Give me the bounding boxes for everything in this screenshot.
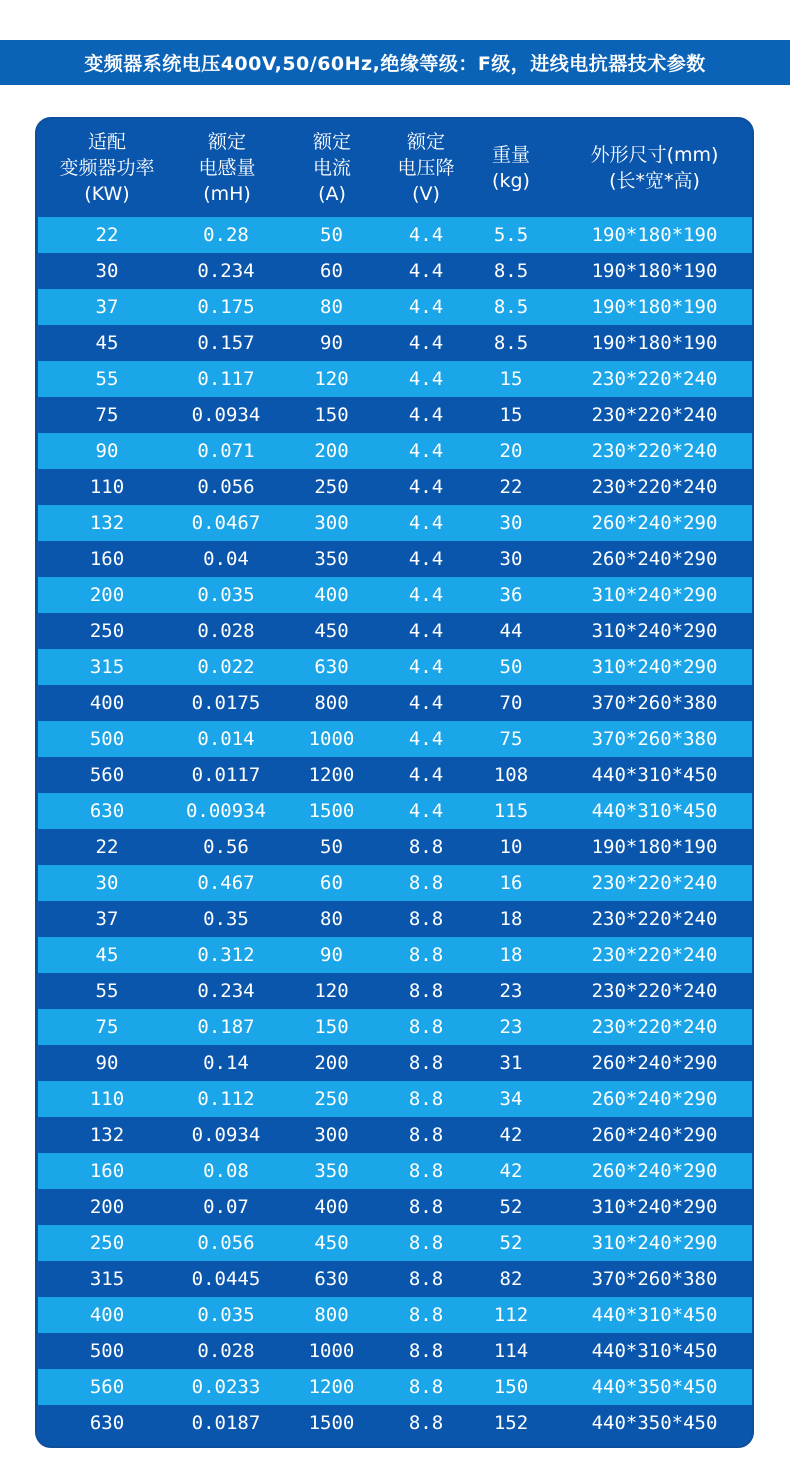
header-line: (mH) xyxy=(203,183,251,205)
cell-weight: 50 xyxy=(499,656,523,678)
cell-weight: 82 xyxy=(499,1268,523,1290)
cell-inductance: 0.04 xyxy=(203,548,249,570)
cell-power: 37 xyxy=(95,908,119,930)
table-row xyxy=(38,1405,752,1441)
cell-weight: 23 xyxy=(499,980,523,1002)
cell-power: 90 xyxy=(95,440,119,462)
cell-inductance: 0.56 xyxy=(203,836,249,858)
cell-inductance: 0.0934 xyxy=(191,404,261,426)
table-row xyxy=(38,793,752,829)
cell-current: 60 xyxy=(320,872,343,894)
cell-weight: 18 xyxy=(499,944,523,966)
cell-power: 37 xyxy=(95,296,119,318)
cell-dimensions: 310*240*290 xyxy=(591,1232,718,1254)
cell-inductance: 0.07 xyxy=(203,1196,249,1218)
cell-current: 800 xyxy=(314,1304,349,1326)
cell-dimensions: 230*220*240 xyxy=(591,440,718,462)
cell-dimensions: 440*350*450 xyxy=(591,1412,718,1434)
header-power xyxy=(37,119,177,217)
cell-inductance: 0.467 xyxy=(197,872,255,894)
cell-dimensions: 230*220*240 xyxy=(591,1016,718,1038)
cell-voltage-drop: 4.4 xyxy=(408,224,444,246)
cell-voltage-drop: 4.4 xyxy=(408,620,444,642)
cell-dimensions: 230*220*240 xyxy=(591,980,718,1002)
cell-voltage-drop: 8.8 xyxy=(408,836,444,858)
cell-inductance: 0.071 xyxy=(197,440,255,462)
cell-power: 315 xyxy=(89,656,125,678)
cell-voltage-drop: 4.4 xyxy=(408,584,444,606)
page-title: 变频器系统电压400V,50/60Hz,绝缘等级：F级，进线电抗器技术参数 xyxy=(0,40,790,85)
cell-dimensions: 310*240*290 xyxy=(591,620,718,642)
cell-dimensions: 230*220*240 xyxy=(591,944,718,966)
cell-current: 350 xyxy=(314,1160,349,1182)
cell-power: 400 xyxy=(89,692,125,714)
cell-inductance: 0.175 xyxy=(197,296,255,318)
cell-voltage-drop: 4.4 xyxy=(408,800,444,822)
cell-weight: 150 xyxy=(493,1376,529,1398)
table-row xyxy=(38,901,752,937)
cell-dimensions: 260*240*290 xyxy=(591,512,718,534)
header-inductance xyxy=(177,119,277,217)
cell-power: 560 xyxy=(89,764,125,786)
table-row xyxy=(38,613,752,649)
table-row xyxy=(38,649,752,685)
cell-weight: 8.5 xyxy=(493,296,529,318)
cell-dimensions: 440*310*450 xyxy=(591,1304,718,1326)
header-line: (kg) xyxy=(492,170,530,192)
header-line: 适配 xyxy=(87,131,126,153)
header-line: 电感量 xyxy=(198,157,256,179)
table-row xyxy=(38,1009,752,1045)
cell-inductance: 0.117 xyxy=(197,368,255,390)
cell-inductance: 0.28 xyxy=(203,224,249,246)
cell-inductance: 0.35 xyxy=(203,908,249,930)
header-line: (长*宽*高) xyxy=(609,170,700,192)
cell-weight: 42 xyxy=(499,1160,523,1182)
cell-current: 250 xyxy=(314,476,349,498)
header-line: 电压降 xyxy=(397,157,455,179)
cell-weight: 44 xyxy=(499,620,523,642)
cell-voltage-drop: 4.4 xyxy=(408,404,444,426)
cell-dimensions: 190*180*190 xyxy=(591,836,718,858)
cell-power: 160 xyxy=(89,548,125,570)
header-line: 额定 xyxy=(312,131,351,153)
cell-voltage-drop: 4.4 xyxy=(408,764,444,786)
cell-power: 630 xyxy=(89,800,125,822)
cell-dimensions: 230*220*240 xyxy=(591,476,718,498)
cell-voltage-drop: 4.4 xyxy=(408,440,444,462)
cell-current: 450 xyxy=(314,1232,349,1254)
cell-voltage-drop: 8.8 xyxy=(408,1088,444,1110)
cell-dimensions: 370*260*380 xyxy=(591,728,718,750)
cell-inductance: 0.0233 xyxy=(191,1376,261,1398)
table-row xyxy=(38,1297,752,1333)
header-current xyxy=(277,119,387,217)
cell-weight: 8.5 xyxy=(493,260,529,282)
cell-power: 630 xyxy=(89,1412,125,1434)
cell-dimensions: 230*220*240 xyxy=(591,404,718,426)
cell-current: 120 xyxy=(314,368,349,390)
cell-weight: 15 xyxy=(499,404,523,426)
table-row xyxy=(38,1153,752,1189)
cell-voltage-drop: 8.8 xyxy=(408,872,444,894)
cell-dimensions: 440*310*450 xyxy=(591,764,718,786)
cell-voltage-drop: 4.4 xyxy=(408,728,444,750)
cell-weight: 36 xyxy=(499,584,523,606)
cell-power: 45 xyxy=(95,944,119,966)
cell-current: 80 xyxy=(320,296,343,318)
cell-current: 400 xyxy=(314,1196,349,1218)
cell-dimensions: 440*310*450 xyxy=(591,800,718,822)
table-row xyxy=(38,721,752,757)
cell-voltage-drop: 8.8 xyxy=(408,1160,444,1182)
cell-current: 120 xyxy=(314,980,349,1002)
parameter-table xyxy=(35,117,754,1448)
cell-inductance: 0.028 xyxy=(197,1340,255,1362)
cell-power: 110 xyxy=(89,1088,125,1110)
cell-dimensions: 260*240*290 xyxy=(591,1052,718,1074)
cell-power: 110 xyxy=(89,476,125,498)
cell-dimensions: 260*240*290 xyxy=(591,1160,718,1182)
cell-inductance: 0.0467 xyxy=(191,512,261,534)
table-row xyxy=(38,1225,752,1261)
cell-weight: 23 xyxy=(499,1016,523,1038)
table-row xyxy=(38,1081,752,1117)
cell-current: 1200 xyxy=(308,764,355,786)
header-line: 电流 xyxy=(312,157,351,179)
cell-inductance: 0.0117 xyxy=(191,764,261,786)
cell-dimensions: 190*180*190 xyxy=(591,260,718,282)
cell-inductance: 0.056 xyxy=(197,1232,255,1254)
cell-weight: 52 xyxy=(499,1196,523,1218)
cell-weight: 115 xyxy=(493,800,529,822)
cell-inductance: 0.022 xyxy=(197,656,255,678)
cell-weight: 15 xyxy=(499,368,523,390)
cell-weight: 34 xyxy=(499,1088,523,1110)
cell-power: 132 xyxy=(89,1124,125,1146)
cell-voltage-drop: 4.4 xyxy=(408,296,444,318)
cell-current: 1000 xyxy=(308,1340,355,1362)
cell-inductance: 0.14 xyxy=(203,1052,249,1074)
cell-current: 200 xyxy=(314,440,349,462)
table-row xyxy=(38,505,752,541)
cell-inductance: 0.187 xyxy=(197,1016,255,1038)
cell-weight: 22 xyxy=(499,476,523,498)
header-line: 额定 xyxy=(406,131,445,153)
table-row xyxy=(38,577,752,613)
cell-dimensions: 190*180*190 xyxy=(591,332,718,354)
cell-power: 200 xyxy=(89,1196,125,1218)
cell-weight: 30 xyxy=(499,512,523,534)
cell-weight: 18 xyxy=(499,908,523,930)
cell-dimensions: 370*260*380 xyxy=(591,1268,718,1290)
cell-dimensions: 310*240*290 xyxy=(591,584,718,606)
cell-dimensions: 260*240*290 xyxy=(591,1124,718,1146)
cell-voltage-drop: 8.8 xyxy=(408,944,444,966)
cell-power: 75 xyxy=(95,1016,119,1038)
cell-current: 350 xyxy=(314,548,349,570)
cell-current: 1000 xyxy=(308,728,355,750)
cell-power: 55 xyxy=(95,368,119,390)
table-header xyxy=(37,119,752,217)
table-row xyxy=(38,973,752,1009)
table-row xyxy=(38,1117,752,1153)
cell-current: 90 xyxy=(320,332,343,354)
cell-power: 75 xyxy=(95,404,119,426)
cell-weight: 20 xyxy=(499,440,523,462)
cell-power: 250 xyxy=(89,1232,125,1254)
cell-dimensions: 260*240*290 xyxy=(591,548,718,570)
cell-current: 300 xyxy=(314,1124,349,1146)
cell-voltage-drop: 8.8 xyxy=(408,1304,444,1326)
cell-inductance: 0.0187 xyxy=(191,1412,261,1434)
table-row xyxy=(38,1189,752,1225)
cell-power: 22 xyxy=(95,224,119,246)
cell-weight: 108 xyxy=(493,764,529,786)
cell-voltage-drop: 8.8 xyxy=(408,980,444,1002)
cell-current: 150 xyxy=(314,1016,349,1038)
cell-dimensions: 440*310*450 xyxy=(591,1340,718,1362)
cell-current: 630 xyxy=(314,1268,349,1290)
table-row xyxy=(38,757,752,793)
table-row xyxy=(38,289,752,325)
cell-power: 30 xyxy=(95,872,119,894)
cell-weight: 16 xyxy=(499,872,523,894)
cell-voltage-drop: 8.8 xyxy=(408,1376,444,1398)
cell-inductance: 0.234 xyxy=(197,260,255,282)
cell-voltage-drop: 4.4 xyxy=(408,260,444,282)
cell-inductance: 0.014 xyxy=(197,728,255,750)
cell-power: 22 xyxy=(95,836,119,858)
cell-weight: 5.5 xyxy=(493,224,529,246)
cell-weight: 8.5 xyxy=(493,332,529,354)
cell-inductance: 0.035 xyxy=(197,584,255,606)
cell-weight: 30 xyxy=(499,548,523,570)
cell-voltage-drop: 8.8 xyxy=(408,1340,444,1362)
cell-dimensions: 310*240*290 xyxy=(591,1196,718,1218)
cell-current: 150 xyxy=(314,404,349,426)
cell-power: 560 xyxy=(89,1376,125,1398)
cell-current: 400 xyxy=(314,584,349,606)
cell-weight: 10 xyxy=(499,836,523,858)
table-row xyxy=(38,1369,752,1405)
cell-voltage-drop: 4.4 xyxy=(408,368,444,390)
cell-current: 1200 xyxy=(308,1376,355,1398)
cell-weight: 112 xyxy=(493,1304,529,1326)
table-row xyxy=(38,1261,752,1297)
table-row xyxy=(38,1045,752,1081)
cell-voltage-drop: 4.4 xyxy=(408,512,444,534)
cell-power: 30 xyxy=(95,260,119,282)
cell-dimensions: 230*220*240 xyxy=(591,908,718,930)
cell-dimensions: 190*180*190 xyxy=(591,296,718,318)
table-row xyxy=(38,217,752,253)
cell-power: 500 xyxy=(89,728,125,750)
cell-weight: 152 xyxy=(493,1412,529,1434)
header-voltage-drop xyxy=(387,119,465,217)
cell-power: 400 xyxy=(89,1304,125,1326)
header-line: (V) xyxy=(412,183,440,205)
cell-voltage-drop: 4.4 xyxy=(408,332,444,354)
cell-voltage-drop: 4.4 xyxy=(408,548,444,570)
cell-voltage-drop: 8.8 xyxy=(408,1016,444,1038)
cell-power: 315 xyxy=(89,1268,125,1290)
cell-inductance: 0.234 xyxy=(197,980,255,1002)
cell-inductance: 0.056 xyxy=(197,476,255,498)
cell-current: 80 xyxy=(320,908,343,930)
table-row xyxy=(38,361,752,397)
header-line: (KW) xyxy=(84,183,130,205)
table-row xyxy=(38,325,752,361)
cell-inductance: 0.112 xyxy=(197,1088,255,1110)
cell-inductance: 0.08 xyxy=(203,1160,249,1182)
cell-weight: 114 xyxy=(493,1340,529,1362)
cell-power: 200 xyxy=(89,584,125,606)
table-body xyxy=(38,217,752,1441)
table-row xyxy=(38,937,752,973)
cell-voltage-drop: 8.8 xyxy=(408,1268,444,1290)
table-row xyxy=(38,397,752,433)
cell-dimensions: 230*220*240 xyxy=(591,872,718,894)
cell-power: 45 xyxy=(95,332,119,354)
cell-voltage-drop: 4.4 xyxy=(408,656,444,678)
cell-inductance: 0.312 xyxy=(197,944,255,966)
cell-power: 132 xyxy=(89,512,125,534)
header-line: 额定 xyxy=(207,131,246,153)
table-row xyxy=(38,865,752,901)
cell-voltage-drop: 8.8 xyxy=(408,908,444,930)
cell-current: 50 xyxy=(320,836,343,858)
cell-voltage-drop: 8.8 xyxy=(408,1124,444,1146)
cell-dimensions: 440*350*450 xyxy=(591,1376,718,1398)
cell-weight: 42 xyxy=(499,1124,523,1146)
cell-voltage-drop: 8.8 xyxy=(408,1196,444,1218)
cell-voltage-drop: 4.4 xyxy=(408,692,444,714)
table-row xyxy=(38,433,752,469)
cell-inductance: 0.0445 xyxy=(191,1268,261,1290)
cell-current: 800 xyxy=(314,692,349,714)
cell-inductance: 0.028 xyxy=(197,620,255,642)
header-line: 外形尺寸(mm) xyxy=(590,144,719,166)
cell-current: 250 xyxy=(314,1088,349,1110)
table-row xyxy=(38,253,752,289)
table-row xyxy=(38,829,752,865)
header-weight xyxy=(465,119,557,217)
cell-inductance: 0.157 xyxy=(197,332,255,354)
cell-current: 300 xyxy=(314,512,349,534)
cell-inductance: 0.0934 xyxy=(191,1124,261,1146)
cell-voltage-drop: 8.8 xyxy=(408,1052,444,1074)
cell-dimensions: 370*260*380 xyxy=(591,692,718,714)
cell-current: 1500 xyxy=(308,1412,355,1434)
header-line: 重量 xyxy=(491,144,530,166)
cell-weight: 52 xyxy=(499,1232,523,1254)
cell-dimensions: 310*240*290 xyxy=(591,656,718,678)
table-row xyxy=(38,541,752,577)
cell-power: 90 xyxy=(95,1052,119,1074)
cell-power: 160 xyxy=(89,1160,125,1182)
cell-current: 450 xyxy=(314,620,349,642)
cell-current: 90 xyxy=(320,944,343,966)
cell-current: 630 xyxy=(314,656,349,678)
cell-current: 200 xyxy=(314,1052,349,1074)
cell-voltage-drop: 8.8 xyxy=(408,1412,444,1434)
cell-current: 50 xyxy=(320,224,343,246)
header-dimensions xyxy=(557,119,752,217)
cell-voltage-drop: 4.4 xyxy=(408,476,444,498)
table-row xyxy=(38,469,752,505)
cell-current: 1500 xyxy=(308,800,355,822)
cell-power: 55 xyxy=(95,980,119,1002)
header-line: 变频器功率 xyxy=(59,157,155,179)
cell-dimensions: 190*180*190 xyxy=(591,224,718,246)
cell-dimensions: 260*240*290 xyxy=(591,1088,718,1110)
cell-weight: 31 xyxy=(499,1052,523,1074)
header-line: (A) xyxy=(318,183,346,205)
table-row xyxy=(38,1333,752,1369)
table-row xyxy=(38,685,752,721)
cell-inductance: 0.00934 xyxy=(185,800,267,822)
cell-inductance: 0.035 xyxy=(197,1304,255,1326)
cell-voltage-drop: 8.8 xyxy=(408,1232,444,1254)
cell-dimensions: 230*220*240 xyxy=(591,368,718,390)
cell-power: 250 xyxy=(89,620,125,642)
cell-current: 60 xyxy=(320,260,343,282)
cell-weight: 70 xyxy=(499,692,523,714)
cell-weight: 75 xyxy=(499,728,523,750)
cell-power: 500 xyxy=(89,1340,125,1362)
cell-inductance: 0.0175 xyxy=(191,692,261,714)
